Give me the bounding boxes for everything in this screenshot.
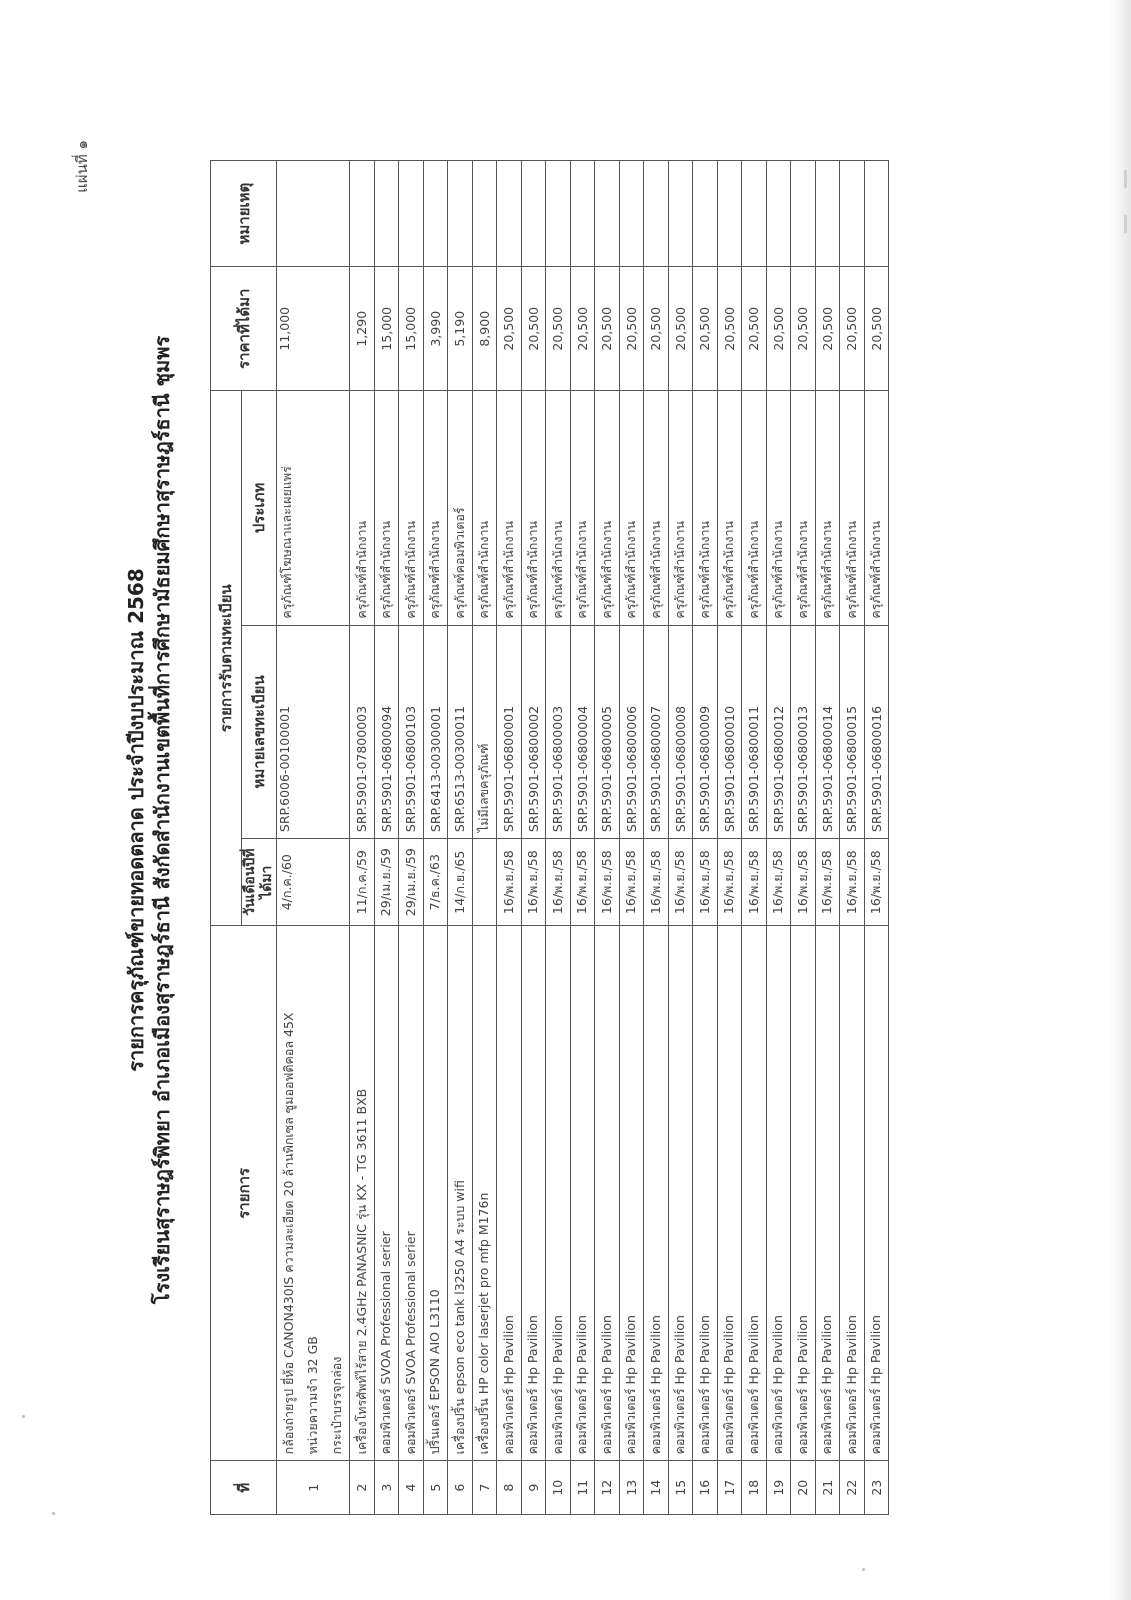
cell-note bbox=[668, 161, 693, 267]
cell-note bbox=[693, 161, 718, 267]
cell-reg-no: SRP.6513-00300011 bbox=[448, 625, 473, 838]
cell-date: 16/พ.ย./58 bbox=[766, 839, 791, 926]
cell-type: ครุภัณฑ์สำนักงาน bbox=[546, 391, 571, 625]
cell-price: 20,500 bbox=[619, 267, 644, 391]
cell-no: 6 bbox=[448, 1461, 473, 1515]
header-no: ที่ bbox=[211, 1461, 277, 1515]
cell-price: 3,990 bbox=[423, 267, 448, 391]
table-row bbox=[497, 161, 522, 1515]
cell-price: 15,000 bbox=[374, 267, 399, 391]
cell-note bbox=[448, 161, 473, 267]
cell-no: 13 bbox=[619, 1461, 644, 1515]
table-body bbox=[277, 161, 889, 1515]
table-row bbox=[546, 161, 571, 1515]
cell-item-line: กระเป๋าบรรจุกล่อง bbox=[329, 1356, 344, 1455]
cell-type: ครุภัณฑ์โฆษณาและเผยแพร่ bbox=[277, 391, 350, 625]
cell-price: 1,290 bbox=[350, 267, 375, 391]
cell-no: 22 bbox=[840, 1461, 865, 1515]
cell-note bbox=[374, 161, 399, 267]
cell-item: คอมพิวเตอร์ SVOA Professional serier bbox=[399, 926, 424, 1461]
cell-type: ครุภัณฑ์สำนักงาน bbox=[497, 391, 522, 625]
cell-no: 17 bbox=[717, 1461, 742, 1515]
table-row bbox=[619, 161, 644, 1515]
cell-no: 11 bbox=[570, 1461, 595, 1515]
cell-type: ครุภัณฑ์สำนักงาน bbox=[668, 391, 693, 625]
cell-item-line: หน่วยความจำ 32 GB bbox=[305, 1336, 320, 1455]
cell-date: 16/พ.ย./58 bbox=[570, 839, 595, 926]
table-row bbox=[864, 161, 889, 1515]
cell-item: คอมพิวเตอร์ Hp Pavilion bbox=[840, 926, 865, 1461]
cell-price: 20,500 bbox=[742, 267, 767, 391]
cell-item: คอมพิวเตอร์ Hp Pavilion bbox=[668, 926, 693, 1461]
cell-date: 14/ก.ย./65 bbox=[448, 839, 473, 926]
cell-price: 5,190 bbox=[448, 267, 473, 391]
scan-speck bbox=[22, 1415, 25, 1418]
header-type: ประเภท bbox=[242, 391, 277, 625]
cell-no: 20 bbox=[791, 1461, 816, 1515]
cell-no: 21 bbox=[815, 1461, 840, 1515]
cell-reg-no: SRP.5901-06800010 bbox=[717, 625, 742, 838]
cell-type: ครุภัณฑ์สำนักงาน bbox=[717, 391, 742, 625]
cell-note bbox=[717, 161, 742, 267]
rotated-page-content bbox=[73, 80, 1080, 1560]
table-row bbox=[742, 161, 767, 1515]
cell-price: 20,500 bbox=[864, 267, 889, 391]
table-row bbox=[644, 161, 669, 1515]
cell-type: ครุภัณฑ์สำนักงาน bbox=[423, 391, 448, 625]
table-row bbox=[668, 161, 693, 1515]
cell-no: 4 bbox=[399, 1461, 424, 1515]
cell-note bbox=[350, 161, 375, 267]
cell-price: 15,000 bbox=[399, 267, 424, 391]
table-row bbox=[472, 161, 497, 1515]
cell-note bbox=[742, 161, 767, 267]
cell-price: 20,500 bbox=[570, 267, 595, 391]
table-row bbox=[766, 161, 791, 1515]
table-row bbox=[374, 161, 399, 1515]
cell-date: 16/พ.ย./58 bbox=[644, 839, 669, 926]
cell-item: เครื่องโทรศัพท์ไร้สาย 2.4GHz PANASNIC รุ่น KX - TG 3611 BXB bbox=[350, 926, 375, 1461]
cell-reg-no: SRP.5901-06800016 bbox=[864, 625, 889, 838]
cell-date: 16/พ.ย./58 bbox=[693, 839, 718, 926]
cell-item: ปริ้นเตอร์ EPSON AIO L3110 bbox=[423, 926, 448, 1461]
cell-no: 19 bbox=[766, 1461, 791, 1515]
cell-price: 20,500 bbox=[644, 267, 669, 391]
cell-no: 15 bbox=[668, 1461, 693, 1515]
cell-item-line: กล้องถ่ายรูป ยี่ห้อ CANON430IS ความละเอียด 20 ล้านพิกเซล ซูมออฟติคอล 45X bbox=[281, 1012, 296, 1455]
header-note: หมายเหตุ bbox=[211, 161, 277, 267]
cell-item: คอมพิวเตอร์ Hp Pavilion bbox=[595, 926, 620, 1461]
cell-reg-no: SRP.5901-06800013 bbox=[791, 625, 816, 838]
cell-price: 20,500 bbox=[766, 267, 791, 391]
cell-type: ครุภัณฑ์สำนักงาน bbox=[644, 391, 669, 625]
cell-date: 16/พ.ย./58 bbox=[717, 839, 742, 926]
cell-reg-no: SRP.5901-06800015 bbox=[840, 625, 865, 838]
cell-reg-no: SRP.5901-06800012 bbox=[766, 625, 791, 838]
cell-date: 29/เม.ย./59 bbox=[399, 839, 424, 926]
header-item: รายการ bbox=[211, 926, 277, 1461]
cell-no: 2 bbox=[350, 1461, 375, 1515]
document-title: รายการครุภัณฑ์ขายทอดตลาด ประจำปีงบประมาณ 2568 bbox=[124, 568, 148, 1072]
cell-date: 4/ก.ค./60 bbox=[277, 839, 350, 926]
cell-item bbox=[277, 926, 350, 1461]
cell-reg-no: SRP.5901-06800003 bbox=[546, 625, 571, 838]
cell-date: 16/พ.ย./58 bbox=[521, 839, 546, 926]
table-row bbox=[350, 161, 375, 1515]
cell-reg-no: SRP.5901-06800004 bbox=[570, 625, 595, 838]
cell-item: คอมพิวเตอร์ Hp Pavilion bbox=[619, 926, 644, 1461]
cell-no: 1 bbox=[277, 1461, 350, 1515]
scan-artifact bbox=[1124, 215, 1127, 233]
cell-date: 16/พ.ย./58 bbox=[791, 839, 816, 926]
cell-no: 18 bbox=[742, 1461, 767, 1515]
cell-item: คอมพิวเตอร์ Hp Pavilion bbox=[521, 926, 546, 1461]
cell-no: 9 bbox=[521, 1461, 546, 1515]
cell-type: ครุภัณฑ์สำนักงาน bbox=[766, 391, 791, 625]
cell-price: 20,500 bbox=[595, 267, 620, 391]
cell-note bbox=[595, 161, 620, 267]
document-subtitle: โรงเรียนสุราษฎร์พิทยา อำเภอเมืองสุราษฎร์ธานี สังกัดสำนักงานเขตพื้นที่การศึกษามัธยมศึกษาสุราษฎร์ธานี ชุมพร bbox=[150, 335, 174, 1305]
cell-type: ครุภัณฑ์สำนักงาน bbox=[791, 391, 816, 625]
cell-reg-no: SRP.5901-06800008 bbox=[668, 625, 693, 838]
header-reg-no: หมายเลขทะเบียน bbox=[242, 625, 277, 838]
table-row bbox=[815, 161, 840, 1515]
cell-reg-no: SRP.5901-06800006 bbox=[619, 625, 644, 838]
table-row bbox=[521, 161, 546, 1515]
cell-date: 16/พ.ย./58 bbox=[840, 839, 865, 926]
cell-type: ครุภัณฑ์สำนักงาน bbox=[521, 391, 546, 625]
cell-item: คอมพิวเตอร์ Hp Pavilion bbox=[570, 926, 595, 1461]
cell-reg-no: ไม่มีเลขครุภัณฑ์ bbox=[472, 625, 497, 838]
cell-date: 16/พ.ย./58 bbox=[595, 839, 620, 926]
cell-date: 29/เม.ย./59 bbox=[374, 839, 399, 926]
cell-note bbox=[399, 161, 424, 267]
cell-date bbox=[472, 839, 497, 926]
cell-reg-no: SRP.6413-00300001 bbox=[423, 625, 448, 838]
cell-date: 7/ธ.ค./63 bbox=[423, 839, 448, 926]
cell-no: 14 bbox=[644, 1461, 669, 1515]
cell-no: 16 bbox=[693, 1461, 718, 1515]
cell-price: 20,500 bbox=[717, 267, 742, 391]
cell-note bbox=[815, 161, 840, 267]
cell-note bbox=[521, 161, 546, 267]
cell-price: 8,900 bbox=[472, 267, 497, 391]
cell-item: คอมพิวเตอร์ Hp Pavilion bbox=[497, 926, 522, 1461]
cell-type: ครุภัณฑ์สำนักงาน bbox=[570, 391, 595, 625]
cell-item: เครื่องปริ้น epson eco tank l3250 A4 ระบบ wifi bbox=[448, 926, 473, 1461]
cell-date: 16/พ.ย./58 bbox=[546, 839, 571, 926]
cell-note bbox=[791, 161, 816, 267]
cell-type: ครุภัณฑ์คอมพิวเตอร์ bbox=[448, 391, 473, 625]
cell-note bbox=[472, 161, 497, 267]
header-price: ราคาที่ได้มา bbox=[211, 267, 277, 391]
cell-date: 16/พ.ย./58 bbox=[742, 839, 767, 926]
table-row bbox=[399, 161, 424, 1515]
cell-note bbox=[497, 161, 522, 267]
cell-price: 20,500 bbox=[546, 267, 571, 391]
cell-date: 16/พ.ย./58 bbox=[619, 839, 644, 926]
cell-item: คอมพิวเตอร์ SVOA Professional serier bbox=[374, 926, 399, 1461]
cell-type: ครุภัณฑ์สำนักงาน bbox=[619, 391, 644, 625]
cell-reg-no: SRP.5901-06800094 bbox=[374, 625, 399, 838]
table-row bbox=[423, 161, 448, 1515]
cell-reg-no: SRP.5901-06800011 bbox=[742, 625, 767, 838]
cell-item: คอมพิวเตอร์ Hp Pavilion bbox=[791, 926, 816, 1461]
cell-type: ครุภัณฑ์สำนักงาน bbox=[472, 391, 497, 625]
cell-price: 20,500 bbox=[791, 267, 816, 391]
cell-item: คอมพิวเตอร์ Hp Pavilion bbox=[693, 926, 718, 1461]
cell-reg-no: SRP.5901-06800001 bbox=[497, 625, 522, 838]
cell-price: 20,500 bbox=[521, 267, 546, 391]
cell-price: 20,500 bbox=[815, 267, 840, 391]
cell-reg-no: SRP.5901-06800103 bbox=[399, 625, 424, 838]
cell-reg-no: SRP.5901-06800007 bbox=[644, 625, 669, 838]
cell-date: 16/พ.ย./58 bbox=[668, 839, 693, 926]
cell-reg-no: SRP.5901-06800009 bbox=[693, 625, 718, 838]
cell-no: 23 bbox=[864, 1461, 889, 1515]
cell-note bbox=[766, 161, 791, 267]
cell-no: 10 bbox=[546, 1461, 571, 1515]
table-row bbox=[717, 161, 742, 1515]
cell-price: 20,500 bbox=[497, 267, 522, 391]
cell-type: ครุภัณฑ์สำนักงาน bbox=[693, 391, 718, 625]
scan-edge-shadow bbox=[1109, 0, 1131, 1600]
cell-type: ครุภัณฑ์สำนักงาน bbox=[864, 391, 889, 625]
cell-type: ครุภัณฑ์สำนักงาน bbox=[815, 391, 840, 625]
cell-no: 12 bbox=[595, 1461, 620, 1515]
cell-note bbox=[546, 161, 571, 267]
cell-note bbox=[840, 161, 865, 267]
table-row bbox=[595, 161, 620, 1515]
cell-item: คอมพิวเตอร์ Hp Pavilion bbox=[742, 926, 767, 1461]
cell-type: ครุภัณฑ์สำนักงาน bbox=[742, 391, 767, 625]
scan-speck bbox=[52, 1512, 55, 1515]
table-header-row bbox=[211, 161, 242, 1515]
header-date: วันเดือนปีที่ได้มา bbox=[242, 839, 277, 926]
cell-reg-no: SRP.5901-06800002 bbox=[521, 625, 546, 838]
cell-item: คอมพิวเตอร์ Hp Pavilion bbox=[546, 926, 571, 1461]
cell-price: 20,500 bbox=[693, 267, 718, 391]
cell-reg-no: SRP.5901-07800003 bbox=[350, 625, 375, 838]
cell-note bbox=[570, 161, 595, 267]
cell-price: 11,000 bbox=[277, 267, 350, 391]
cell-reg-no: SRP.6006-00100001 bbox=[277, 625, 350, 838]
cell-item: เครื่องปริ้น HP color laserjet pro mfp M176n bbox=[472, 926, 497, 1461]
cell-reg-no: SRP.5901-06800014 bbox=[815, 625, 840, 838]
table-row bbox=[840, 161, 865, 1515]
cell-note bbox=[277, 161, 350, 267]
cell-no: 7 bbox=[472, 1461, 497, 1515]
cell-note bbox=[423, 161, 448, 267]
header-registered-group: รายการรับตามทะเบียน bbox=[211, 391, 242, 926]
cell-item: คอมพิวเตอร์ Hp Pavilion bbox=[864, 926, 889, 1461]
cell-date: 11/ก.ค./59 bbox=[350, 839, 375, 926]
cell-item: คอมพิวเตอร์ Hp Pavilion bbox=[644, 926, 669, 1461]
cell-no: 3 bbox=[374, 1461, 399, 1515]
cell-type: ครุภัณฑ์สำนักงาน bbox=[374, 391, 399, 625]
cell-type: ครุภัณฑ์สำนักงาน bbox=[399, 391, 424, 625]
table-row bbox=[693, 161, 718, 1515]
cell-item: คอมพิวเตอร์ Hp Pavilion bbox=[815, 926, 840, 1461]
cell-note bbox=[644, 161, 669, 267]
page-marker: แผ่นที่ ๑ bbox=[73, 140, 91, 193]
cell-price: 20,500 bbox=[840, 267, 865, 391]
cell-date: 16/พ.ย./58 bbox=[815, 839, 840, 926]
cell-no: 5 bbox=[423, 1461, 448, 1515]
cell-reg-no: SRP.5901-06800005 bbox=[595, 625, 620, 838]
scan-speck bbox=[862, 1568, 865, 1571]
equipment-table bbox=[210, 160, 889, 1515]
cell-item: คอมพิวเตอร์ Hp Pavilion bbox=[717, 926, 742, 1461]
cell-no: 8 bbox=[497, 1461, 522, 1515]
cell-note bbox=[619, 161, 644, 267]
table-row bbox=[448, 161, 473, 1515]
cell-date: 16/พ.ย./58 bbox=[864, 839, 889, 926]
table-row bbox=[791, 161, 816, 1515]
cell-date: 16/พ.ย./58 bbox=[497, 839, 522, 926]
table-row bbox=[570, 161, 595, 1515]
cell-type: ครุภัณฑ์สำนักงาน bbox=[595, 391, 620, 625]
cell-price: 20,500 bbox=[668, 267, 693, 391]
cell-note bbox=[864, 161, 889, 267]
cell-type: ครุภัณฑ์สำนักงาน bbox=[840, 391, 865, 625]
scan-artifact bbox=[1124, 170, 1127, 188]
cell-item: คอมพิวเตอร์ Hp Pavilion bbox=[766, 926, 791, 1461]
table-row bbox=[277, 161, 350, 1515]
cell-type: ครุภัณฑ์สำนักงาน bbox=[350, 391, 375, 625]
